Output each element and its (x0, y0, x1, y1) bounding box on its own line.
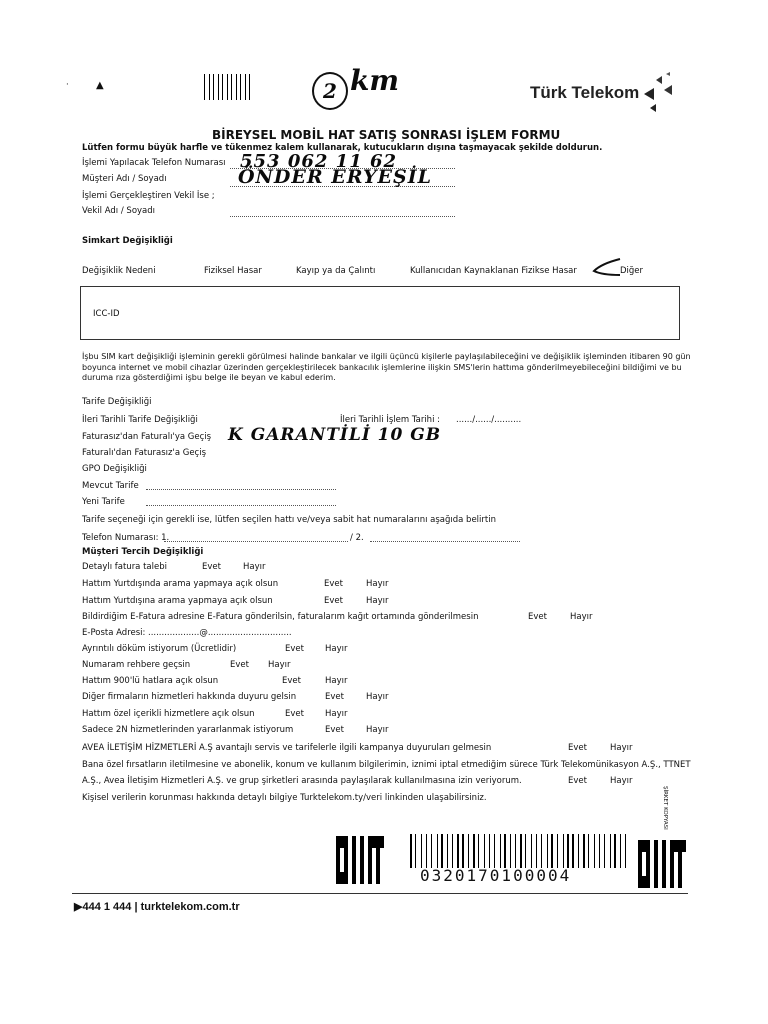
barcode-bar (554, 834, 555, 868)
sim-option-physical[interactable]: Fiziksel Hasar (204, 266, 262, 276)
barcode-bar (428, 834, 429, 868)
pref-label: Sadece 2N hizmetlerinden yararlanmak istiyorum (82, 725, 294, 735)
barcode-bar (525, 834, 526, 868)
proxy-name-field[interactable] (230, 208, 455, 217)
barcode-bar (218, 74, 219, 100)
barcode-bar (527, 834, 529, 868)
barcode-bar (551, 834, 553, 868)
barcode-bar (210, 74, 211, 100)
pref-yes[interactable]: Evet (325, 725, 344, 735)
barcode-bar (614, 834, 616, 868)
barcode-bar (249, 74, 250, 100)
barcode-bar (604, 834, 605, 868)
barcode-bar (627, 834, 628, 868)
checkmark-icon (590, 256, 624, 278)
barcode-bar (431, 834, 432, 868)
barcode-bar (547, 834, 548, 868)
barcode-bar (449, 834, 451, 868)
barcode-bar (494, 834, 495, 868)
sim-consent-paragraph: İşbu SIM kart değişikliği işleminin gerekli görülmesi halinde bankalar ve ilgili üçüncü kişilerle paylaşılabileceğini ve değişiklik işleminden itibaren 90 gün boyunca internet ve mobil cihazlar üzerinden gerçekleştirilecek bankacılık işlemlerine ilişkin SMS'lerin hattıma gönderilmeyebileceğini bildiğimi ve bu duruma rıza gösterdiğimi işbu belge ile beyan ve kabul ederim. (82, 352, 691, 382)
handwritten-mark: km (350, 64, 400, 97)
form-instruction: Lütfen formu büyük harfle ve tükenmez kalem kullanarak, kutucukların dışına taşmayacak şekilde doldurun. (82, 143, 603, 153)
barcode-bar (222, 74, 223, 100)
copy-label: ŞİRKET KOPYASI (662, 786, 668, 830)
circled-number: 2 (312, 72, 348, 110)
barcode-bar (538, 834, 539, 868)
code-module (352, 880, 356, 884)
pref-label: Ayrıntılı döküm istiyorum (Ücretlidir) (82, 644, 237, 654)
code-module (368, 880, 372, 884)
barcode-bar (610, 834, 611, 868)
tariff-note: Tarife seçeneği için gerekli ise, lütfen seçilen hattı ve/veya sabit hat numaralarını aşağıda belirtin (82, 515, 496, 525)
sim-option-lost[interactable]: Kayıp ya da Çalıntı (296, 266, 376, 276)
barcode-bar (457, 834, 459, 868)
barcode-bar (567, 834, 569, 868)
barcode-bar (204, 74, 205, 100)
barcode-bar (507, 834, 508, 868)
footer-contact: ▶444 1 444 | turktelekom.com.tr (74, 901, 240, 913)
iccid-label: ICC-ID (93, 309, 120, 319)
code-module (654, 884, 658, 888)
tariff-phone-1-field[interactable] (164, 533, 348, 542)
barcode-bar (517, 834, 518, 868)
proxy-name-label: Vekil Adı / Soyadı (82, 206, 156, 216)
datamatrix-code (336, 836, 384, 880)
tariff-phone-label: Telefon Numarası: 1. (82, 533, 170, 543)
barcode-bar (423, 834, 424, 868)
pref-no[interactable]: Hayır (570, 612, 593, 622)
barcode-bar (462, 834, 463, 868)
pref-no[interactable]: Hayır (366, 692, 389, 702)
pref-no[interactable]: Hayır (325, 644, 348, 654)
barcode-bar (209, 74, 210, 100)
preferences-heading: Müşteri Tercih Değişikliği (82, 547, 204, 557)
name-value: ÖNDER ERYEŞİL (238, 166, 432, 188)
brand-logo: Türk Telekom (530, 83, 640, 102)
pref-yes[interactable]: Evet (282, 676, 301, 686)
tariff-heading: Tarife Değişikliği (82, 397, 152, 407)
tariff-gpo[interactable]: GPO Değişikliği (82, 464, 147, 474)
pref-yes[interactable]: Evet (285, 709, 304, 719)
code-module (646, 884, 650, 888)
code-module (376, 880, 380, 884)
barcode-bar (236, 74, 237, 100)
barcode-bar (421, 834, 422, 868)
iccid-box[interactable] (80, 286, 680, 340)
barcode-bar (245, 74, 246, 100)
pref-label: AVEA İLETİŞİM HİZMETLERİ A.Ş avantajlı servis ve tarifelerle ilgili kampanya duyuruları gelmesin (82, 743, 492, 753)
barcode-bar (523, 834, 524, 868)
barcode-bar (224, 74, 225, 100)
consent-line-2: A.Ş., Avea İletişim Hizmetleri A.Ş. ve grup şirketleri arasında paylaşılarak kullanılmasına izin veriyorum. (82, 776, 522, 786)
pref-yes[interactable]: Evet (324, 596, 343, 606)
phone-label: İşlemi Yapılacak Telefon Numarası (82, 158, 226, 168)
barcode-bar (572, 834, 573, 868)
privacy-note: Kişisel verilerin korunması hakkında detaylı bilgiye Turktelekom.ty/veri linkinden ulaşabilirsiniz. (82, 793, 487, 803)
barcode-bar (460, 834, 461, 868)
barcode-bar (531, 834, 532, 868)
tariff-to-prepaid[interactable]: Faturalı'dan Faturasız'a Geçiş (82, 448, 207, 458)
barcode-bar (586, 834, 587, 868)
pref-yes[interactable]: Evet (528, 612, 547, 622)
barcode-bar (470, 834, 471, 868)
code-module (678, 884, 682, 888)
tariff-phone-2-field[interactable] (370, 533, 520, 542)
barcode-bar (480, 834, 482, 868)
sim-reason-label: Değişiklik Nedeni (82, 266, 156, 276)
barcode-bar (491, 834, 492, 868)
barcode-bar (410, 834, 412, 868)
pref-yes[interactable]: Evet (324, 579, 343, 589)
barcode-bar (620, 834, 621, 868)
tariff-future-date-label: İleri Tarihli İşlem Tarihi : (340, 415, 440, 425)
barcode-bar (510, 834, 511, 868)
barcode-bar (601, 834, 602, 868)
barcode-bar (559, 834, 561, 868)
sim-option-user-damage[interactable]: Kullanıcıdan Kaynaklanan Fizikse Hasar (410, 266, 577, 276)
barcode-bar (536, 834, 538, 868)
barcode-bar (575, 834, 577, 868)
barcode-bar (588, 834, 589, 868)
scan-mark-arrow: ▲ (96, 80, 104, 91)
consent-line-1: Bana özel fırsatların iletilmesine ve abonelik, konum ve kullanım bilgilerimin, iznimi iptal etmediğim sürece Türk Telekomünikasyon A.Ş., TTNET (82, 760, 691, 770)
code-module (344, 880, 348, 884)
barcode-bar (606, 834, 608, 868)
consent-yes[interactable]: Evet (568, 776, 587, 786)
barcode-bar (441, 834, 443, 868)
barcode-bar (583, 834, 585, 868)
barcode-bar (231, 74, 232, 100)
name-label: Müşteri Adı / Soyadı (82, 174, 167, 184)
email-field[interactable]: ...................@............................... (148, 628, 292, 638)
barcode-bar (563, 834, 564, 868)
pref-yes[interactable]: Evet (230, 660, 249, 670)
barcode-bar (468, 834, 469, 868)
pref-label: Bildirdiğim E-Fatura adresine E-Fatura gönderilsin, faturalarım kağıt ortamında gönderilmesin (82, 612, 479, 622)
handwritten-tariff: K GARANTİLİ 10 GB (228, 425, 442, 445)
barcode-bar (452, 834, 453, 868)
sim-heading: Simkart Değişikliği (82, 236, 173, 246)
barcode-bar (444, 834, 445, 868)
pref-label: Hattım 900'lü hatlara açık olsun (82, 676, 219, 686)
qr-code (638, 840, 686, 886)
pref-label: Numaram rehbere geçsin (82, 660, 191, 670)
current-tariff-label: Mevcut Tarife (82, 481, 139, 491)
barcode-bar (237, 74, 238, 100)
barcode-bar (473, 834, 475, 868)
barcode-bar (578, 834, 579, 868)
barcode-bar (564, 834, 565, 868)
pref-no[interactable]: Hayır (366, 579, 389, 589)
phone-value: 553 062 11 62 (240, 151, 398, 172)
barcode-bar (484, 834, 485, 868)
barcode-bar (438, 834, 439, 868)
barcode-bar (599, 834, 601, 868)
footer-divider (72, 893, 688, 894)
pref-no[interactable]: Hayır (366, 596, 389, 606)
barcode-bar (557, 834, 558, 868)
barcode-bar (489, 834, 491, 868)
pref-no[interactable]: Hayır (366, 725, 389, 735)
footer-barcode (410, 834, 630, 868)
tariff-future-date-value[interactable]: ....../....../.......... (456, 415, 522, 425)
barcode-bar (622, 834, 624, 868)
pref-yes[interactable]: Evet (568, 743, 587, 753)
barcode-bar (611, 834, 612, 868)
barcode-bar (617, 834, 618, 868)
barcode-bar (478, 834, 479, 868)
barcode-bar (415, 834, 416, 868)
pref-label: Hattım Yurtdışında arama yapmaya açık olsun (82, 579, 279, 589)
barcode-bar (504, 834, 506, 868)
barcode-bar (242, 74, 243, 100)
pref-yes[interactable]: Evet (202, 562, 221, 572)
scan-mark-dot: · (66, 80, 69, 90)
pref-no[interactable]: Hayır (268, 660, 291, 670)
tariff-to-postpaid[interactable]: Faturasız'dan Faturalı'ya Geçiş (82, 432, 212, 442)
top-barcode (204, 74, 254, 100)
barcode-bar (426, 834, 428, 868)
pref-no[interactable]: Hayır (325, 676, 348, 686)
barcode-bar (454, 834, 455, 868)
pref-yes[interactable]: Evet (285, 644, 304, 654)
sim-option-other[interactable]: Diğer (620, 266, 644, 276)
barcode-bar (594, 834, 595, 868)
barcode-bar (625, 834, 626, 868)
barcode-bar (465, 834, 467, 868)
tariff-phone-2-label: / 2. (350, 533, 364, 543)
code-module (670, 884, 674, 888)
barcode-bar (590, 834, 592, 868)
consent-no[interactable]: Hayır (610, 776, 633, 786)
barcode-bar (447, 834, 448, 868)
barcode-bar (520, 834, 522, 868)
new-tariff-label: Yeni Tarife (82, 497, 125, 507)
email-label: E-Posta Adresi: (82, 628, 146, 638)
code-module (380, 844, 384, 848)
barcode-bar (580, 834, 581, 868)
barcode-bar (500, 834, 501, 868)
barcode-bar (501, 834, 502, 868)
brand-logo-icon (640, 70, 680, 120)
barcode-bar (433, 834, 435, 868)
barcode-bar (541, 834, 542, 868)
tariff-future[interactable]: İleri Tarihli Tarife Değişikliği (82, 415, 198, 425)
barcode-bar (251, 74, 252, 100)
code-module (662, 884, 666, 888)
barcode-bar (512, 834, 514, 868)
barcode-bar (570, 834, 571, 868)
barcode-bar (548, 834, 549, 868)
pref-label: Hattım Yurtdışına arama yapmaya açık olsun (82, 596, 273, 606)
barcode-bar (533, 834, 534, 868)
barcode-bar (596, 834, 597, 868)
barcode-number: 0320170100004 (420, 866, 572, 885)
pref-no[interactable]: Hayır (610, 743, 633, 753)
pref-no[interactable]: Hayır (243, 562, 266, 572)
barcode-bar (228, 74, 229, 100)
barcode-bar (485, 834, 486, 868)
pref-label: Diğer firmaların hizmetleri hakkında duyuru gelsin (82, 692, 297, 702)
barcode-bar (515, 834, 516, 868)
proxy-label: İşlemi Gerçekleştiren Vekil İse ; (82, 191, 215, 201)
barcode-bar (437, 834, 438, 868)
barcode-bar (496, 834, 498, 868)
barcode-bar (413, 834, 414, 868)
code-module (682, 848, 686, 852)
pref-label: Detaylı fatura talebi (82, 562, 167, 572)
pref-label: Hattım özel içerikli hizmetlere açık olsun (82, 709, 255, 719)
code-module (360, 880, 364, 884)
barcode-bar (215, 74, 216, 100)
pref-no[interactable]: Hayır (325, 709, 348, 719)
new-tariff-field[interactable] (146, 497, 336, 506)
barcode-bar (543, 834, 545, 868)
current-tariff-field[interactable] (146, 481, 336, 490)
barcode-bar (476, 834, 477, 868)
pref-yes[interactable]: Evet (325, 692, 344, 702)
form-title: BİREYSEL MOBİL HAT SATIŞ SONRASI İŞLEM FORMU (212, 128, 561, 142)
barcode-bar (417, 834, 419, 868)
